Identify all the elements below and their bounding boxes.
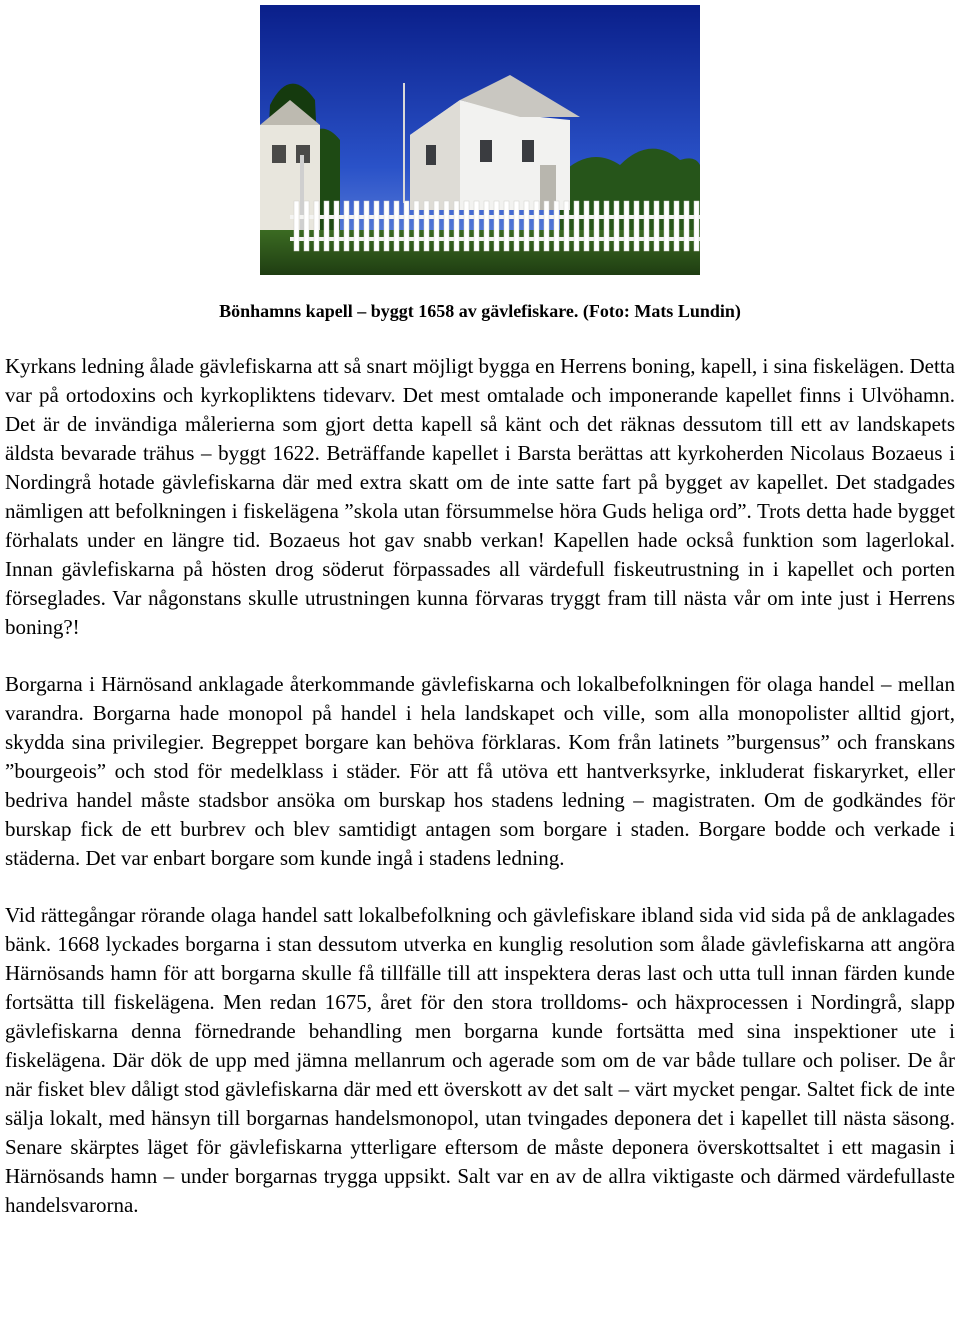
- photo-caption: Bönhamns kapell – byggt 1658 av gävlefiskare. (Foto: Mats Lundin): [219, 301, 741, 321]
- chapel-photo-icon: [260, 5, 700, 275]
- chapel-photo: [260, 5, 700, 275]
- article-body: [5, 352, 955, 1220]
- paragraph-trials: Vid rättegångar rörande olaga handel satt lokalbefolkning och gävlefiskare ibland sida vid sida på de anklagades bänk. 1668 lyckades borgarna i stan dessutom utverka en kunglig resolution som ålade gävlefiskarna att angöra Härnösands hamn för att borgarna skulle få tillfälle till att inspektera deras last och utta tull innan färden kunde fortsätta till fiskelägena. Men redan 1675, året för den stora trolldoms- och häxprocessen i Nordingrå, slapp gävlefiskarna denna förnedrande behandling men borgarna kunde fortsätta med sina inspektioner ute i fiskelägena. Där dök de upp med jämna mellanrum och agerade som om de var både tullare och poliser. De år när fisket blev dåligt stod gävlefiskarna där med ett överskott av det salt – värt mycket pengar. Saltet fick de inte sälja lokalt, med hänsyn till borgarnas handelsmonopol, utan tvingades deponera det i kapellet till nästa säsong. Senare skärptes läget för gävlefiskarna ytterligare eftersom de måste deponera överskottsaltet i ett magasin i Härnösands hamn – under borgarnas trygga uppsikt. Salt var en av de allra viktigaste och därmed värdefullaste handelsvarorna.: [5, 903, 955, 1217]
- paragraph-chapels: Kyrkans ledning ålade gävlefiskarna att så snart möjligt bygga en Herrens boning, kapell, i sina fiskelägen. Detta var på ortodoxins och kyrkopliktens tidevarv. Det mest omtalade och imponerande kapellet finns i Ulvöhamn. Det är de invändiga målerierna som gjort detta kapell så känt och det räknas dessutom till ett av landskapets äldsta bevarade trähus – byggt 1622. Beträffande kapellet i Barsta berättas att kyrkoherden Nicolaus Bozaeus i Nordingrå hotade gävlefiskarna där med extra skatt om de inte satte fart på bygget av kapellet. Det stadgades nämligen att befolkningen i fiskelägena ”skola utan försummelse höra Guds heliga ord”. Trots detta hade bygget förhalats under en längre tid. Bozaeus hot gav snabb verkan! Kapellen hade också funktion som lagerlokal. Innan gävlefiskarna på hösten drog söderut förpassades all värdefull fiskeutrustning in i kapellet och porten förseglades. Var någonstans skulle utrustningen kunna förvaras tryggt fram till nästa vår om inte just i Herrens boning?!: [5, 354, 955, 639]
- paragraph-burghers: Borgarna i Härnösand anklagade återkommande gävlefiskarna och lokalbefolkningen för olaga handel – mellan varandra. Borgarna hade monopol på handel i hela landskapet och ville, som alla monopolister alltid gjort, skydda sina privilegier. Begreppet borgare kan behöva förklaras. Kom från latinets ”burgensus” och franskans ”bourgeois” och stod för medelklass i städer. För att få utöva ett hantverksyrke, inkluderat fiskaryrket, eller bedriva handel måste stadsbor ansöka om burskap hos stadens ledning – magistraten. Om de godkändes för burskap fick de ett burbrev och blev samtidigt antagen som borgare i staden. Borgare bodde och verkade i städerna. Det var enbart borgare som kunde ingå i stadens ledning.: [5, 672, 955, 870]
